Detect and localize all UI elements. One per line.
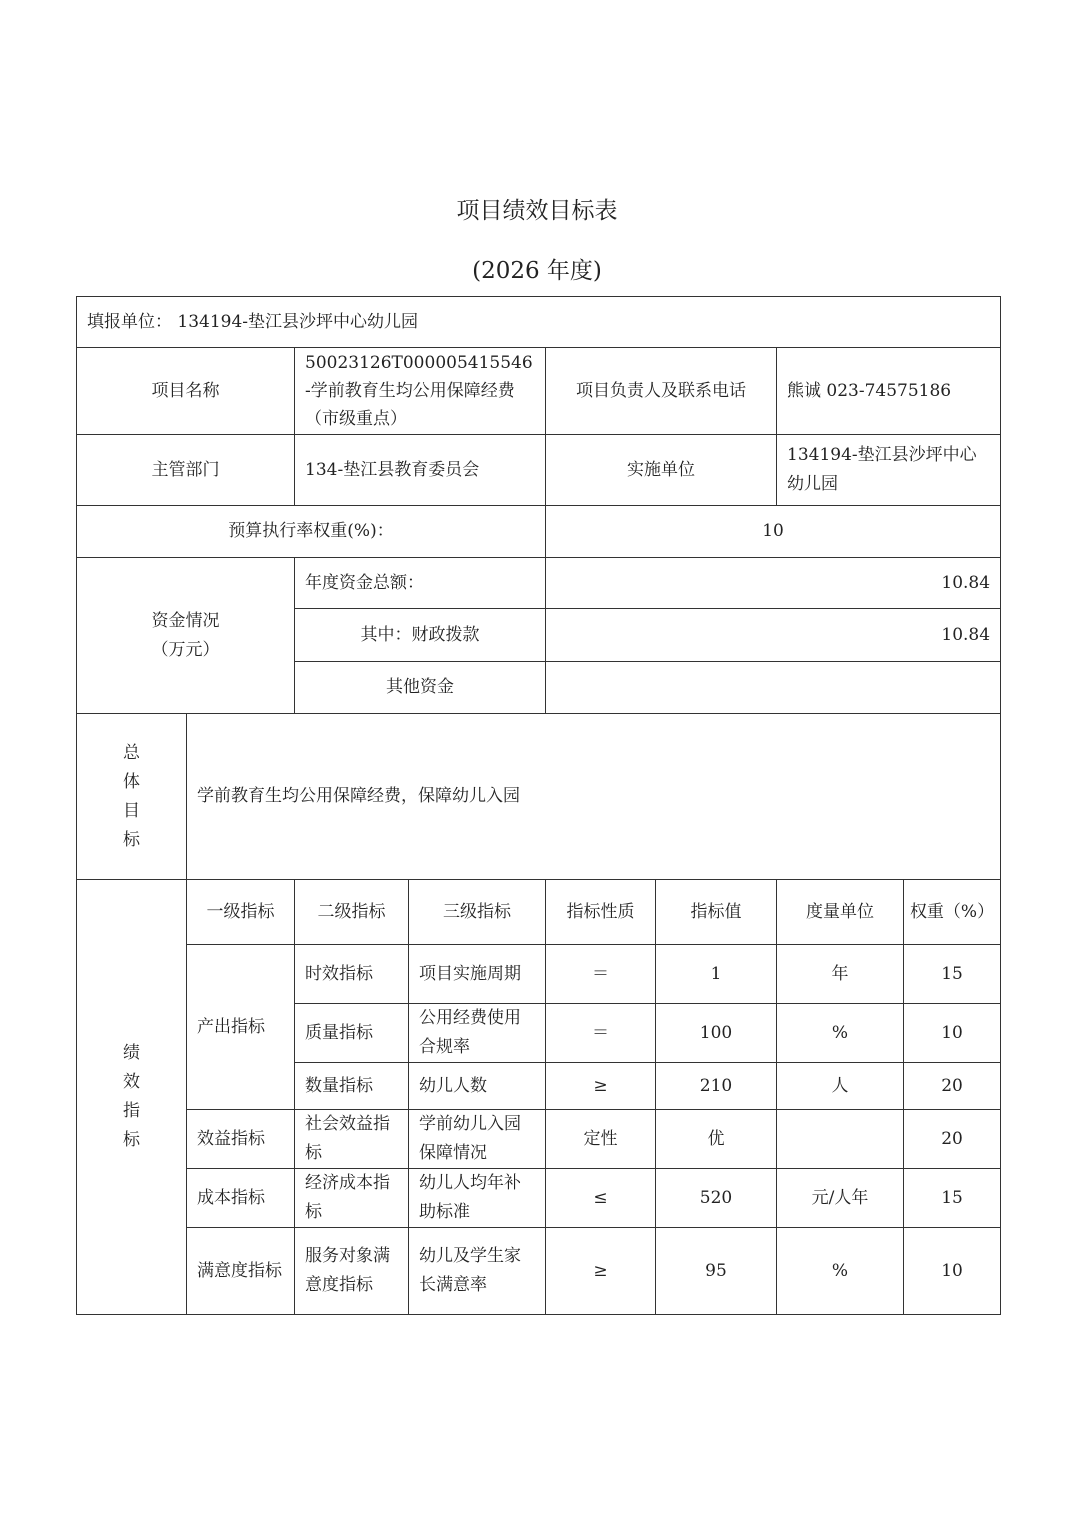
header-cell: 指标性质 [546,880,656,945]
unit-cell: 年 [777,945,904,1004]
nature-cell: ≥ [546,1228,656,1315]
value-cell: 520 [656,1169,777,1228]
nature-cell: ≤ [546,1169,656,1228]
performance-table [76,296,1001,1315]
funds-label: 资金情况（万元） [77,558,295,714]
l2-cell: 质量指标 [295,1004,409,1063]
l3-cell: 学前幼儿入园保障情况 [409,1110,546,1169]
l2-cell: 经济成本指标 [295,1169,409,1228]
weight-cell: 15 [904,945,1001,1004]
document-year: (2026 年度) [472,258,602,284]
unit-cell [777,1110,904,1169]
l3-cell: 幼儿人均年补助标准 [409,1169,546,1228]
weight-cell: 15 [904,1169,1001,1228]
header-cell: 二级指标 [295,880,409,945]
weight-cell: 10 [904,1004,1001,1063]
project-name-label: 项目名称 [77,348,295,435]
l3-cell: 幼儿人数 [409,1063,546,1110]
goal-label: 总体目标 [123,742,140,850]
value-cell: 100 [656,1004,777,1063]
unit-cell: 元/人年 [777,1169,904,1228]
l2-cell: 时效指标 [295,945,409,1004]
l3-cell: 项目实施周期 [409,945,546,1004]
unit-cell: % [777,1228,904,1315]
budget-rate: 10 [546,506,1001,558]
value-cell: 95 [656,1228,777,1315]
goal: 学前教育生均公用保障经费，保障幼儿入园 [187,714,1001,880]
unit-cell: % [777,1004,904,1063]
header-cell: 三级指标 [409,880,546,945]
funds-total-label: 年度资金总额： [295,558,546,609]
table-row [77,1228,1001,1315]
l1-cell: 效益指标 [187,1110,295,1169]
header-cell: 指标值 [656,880,777,945]
l1-cell: 满意度指标 [187,1228,295,1315]
header-cell: 一级指标 [187,880,295,945]
header-cell: 权重（%） [904,880,1001,945]
weight-cell: 10 [904,1228,1001,1315]
l3-cell: 公用经费使用合规率 [409,1004,546,1063]
value-cell: 优 [656,1110,777,1169]
funds-other [546,662,1001,714]
dept: 134-垫江县教育委员会 [295,435,546,506]
nature-cell: ＝ [546,1004,656,1063]
nature-cell: ≥ [546,1063,656,1110]
l2-cell: 服务对象满意度指标 [295,1228,409,1315]
l2-cell: 数量指标 [295,1063,409,1110]
value-cell: 210 [656,1063,777,1110]
nature-cell: 定性 [546,1110,656,1169]
table-row [77,1110,1001,1169]
unit-cell: 人 [777,1063,904,1110]
funds-total: 10.84 [546,558,1001,609]
dept-label: 主管部门 [77,435,295,506]
value-cell: 1 [656,945,777,1004]
l1-cell: 产出指标 [187,945,295,1110]
weight-cell: 20 [904,1110,1001,1169]
l1-cell: 成本指标 [187,1169,295,1228]
table-row [77,1169,1001,1228]
table-row [77,945,1001,1004]
l3-cell: 幼儿及学生家长满意率 [409,1228,546,1315]
funds-other-label: 其他资金 [295,662,546,714]
reporting-unit: 填报单位： 134194-垫江县沙坪中心幼儿园 [77,297,1001,348]
nature-cell: ＝ [546,945,656,1004]
document-title: 项目绩效目标表 [456,198,618,224]
funds-fiscal-label: 其中：财政拨款 [295,609,546,662]
perf-label: 绩效指标 [123,1043,140,1150]
impl: 134194-垫江县沙坪中心幼儿园 [777,435,1001,506]
funds-fiscal: 10.84 [546,609,1001,662]
contact-label: 项目负责人及联系电话 [546,348,777,435]
project-name: 50023126T000005415546-学前教育生均公用保障经费（市级重点） [295,348,546,435]
impl-label: 实施单位 [546,435,777,506]
l2-cell: 社会效益指标 [295,1110,409,1169]
budget-rate-label: 预算执行率权重(%)： [77,506,546,558]
contact: 熊诚 023-74575186 [777,348,1001,435]
weight-cell: 20 [904,1063,1001,1110]
header-cell: 度量单位 [777,880,904,945]
